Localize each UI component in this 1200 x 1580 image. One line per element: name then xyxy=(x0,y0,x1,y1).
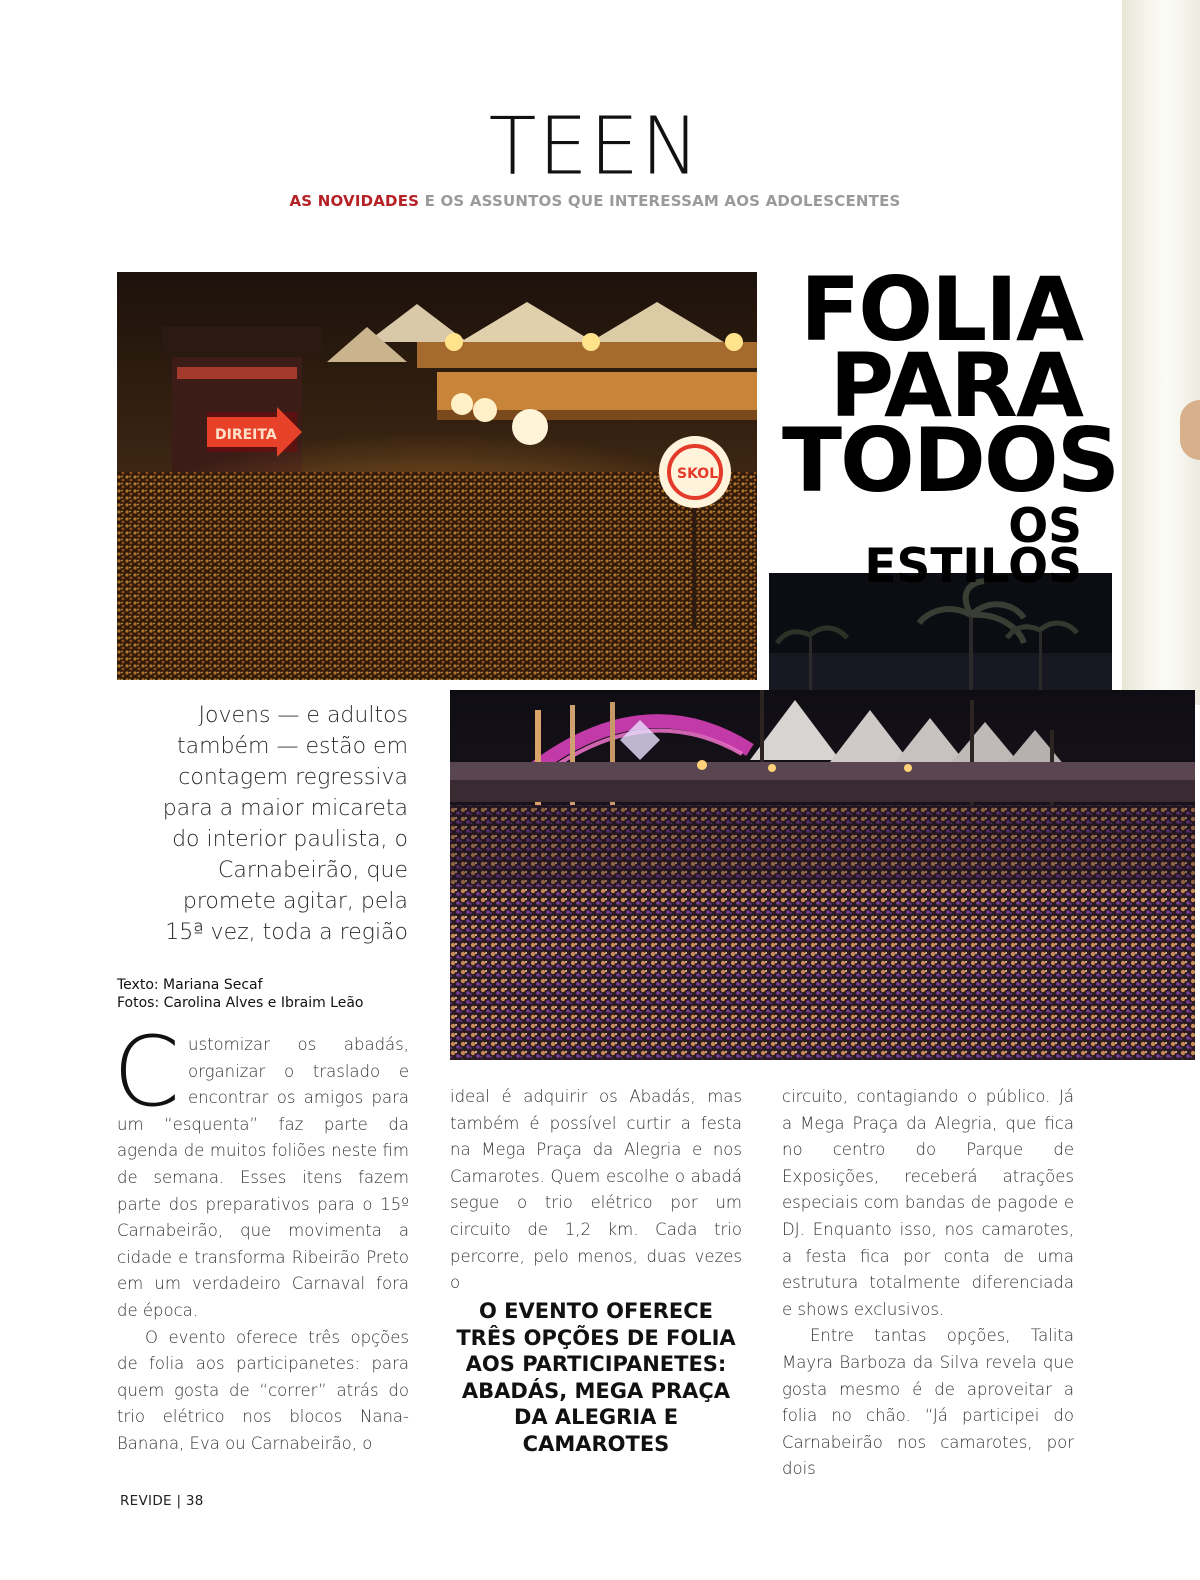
col1-paragraph-2: O evento oferece três opções de folia aos participanetes: para quem gosta de “correr” atrás do trio elétrico nos blocos Nana-Banana, Eva ou Carnabeirão, o xyxy=(117,1327,409,1453)
credit-text: Texto: Mariana Secaf xyxy=(117,977,263,993)
col2-paragraph-1: ideal é adquirir os Abadás, mas também é possível curtir a festa na Mega Praça da Alegria e nos Camarotes. Quem escolhe o abadá segue o trio elétrico por um circuito de 1,2 km. Cada trio percorre, pelo menos, duas vezes o xyxy=(450,1087,742,1293)
headline-line-2: PARA xyxy=(829,333,1082,437)
col3-paragraph-2: Entre tantas opções, Talita Mayra Barboza da Silva revela que gosta mesmo é de aproveitar a folia no chão. “Já participei do Carnabeirão nos camarotes, por dois xyxy=(782,1326,1074,1479)
subtitle-text: E OS ASSUNTOS QUE INTERESSAM AOS ADOLESCENTES xyxy=(419,192,901,210)
pull-quote: O EVENTO OFERECE TRÊS OPÇÕES DE FOLIA AOS PARTICIPANETES: ABADÁS, MEGA PRAÇA DA ALEGRIA E CAMAROTES xyxy=(456,1299,736,1456)
headline-line-3: TODOS xyxy=(782,409,1119,513)
photo-crowd-arch-art xyxy=(450,690,1195,1060)
credit-photos: Fotos: Carolina Alves e Ibraim Leão xyxy=(117,995,364,1011)
headline-line-1: FOLIA xyxy=(800,258,1082,361)
section-title: TEEN xyxy=(488,101,702,193)
subtitle-highlight: AS NOVIDADES xyxy=(289,192,420,210)
section-subtitle xyxy=(0,192,1190,210)
body-column-3 xyxy=(782,1084,1074,1483)
photo-stage-crowd xyxy=(117,272,757,680)
skol-logo-text: SKOL xyxy=(677,466,719,482)
edge-photo xyxy=(1122,0,1200,705)
article-lead: Jovens — e adultos também — estão em contagem regressiva para a maior micareta do interior paulista, o Carnabeirão, que promete agitar, pela 15ª vez, toda a região xyxy=(162,703,408,945)
body-column-1 xyxy=(113,1016,409,1458)
hand-fragment xyxy=(1180,400,1200,460)
col3-paragraph-1: circuito, contagiando o público. Já a Mega Praça da Alegria, que fica no centro do Parque de Exposições, receberá atrações especiais com bandas de pagode e DJ. Enquanto isso, nos camarotes, a festa fica por conta de uma estrutura totalmente diferenciada e shows exclusivos. xyxy=(782,1087,1074,1319)
article-headline xyxy=(782,258,1119,595)
col1-paragraph-1: ustomizar os abadás, organizar o traslado e encontrar os amigos para um “esquenta” faz parte da agenda de muitos foliões neste fim de semana. Esses itens fazem parte dos preparativos para o 15º Carnabeirão, que movimenta a cidade e transforma Ribeirão Preto em um verdadeiro Carnaval fora de época. xyxy=(117,1035,409,1320)
photo-stage-crowd-art xyxy=(117,272,757,680)
drop-cap: C xyxy=(113,1016,181,1128)
article-credits xyxy=(117,976,437,1012)
photo-crowd-arch xyxy=(450,690,1195,1060)
headline-line-4: OS ESTILOS xyxy=(864,499,1082,595)
page-folio: REVIDE | 38 xyxy=(120,1493,204,1509)
body-column-2 xyxy=(450,1084,742,1297)
